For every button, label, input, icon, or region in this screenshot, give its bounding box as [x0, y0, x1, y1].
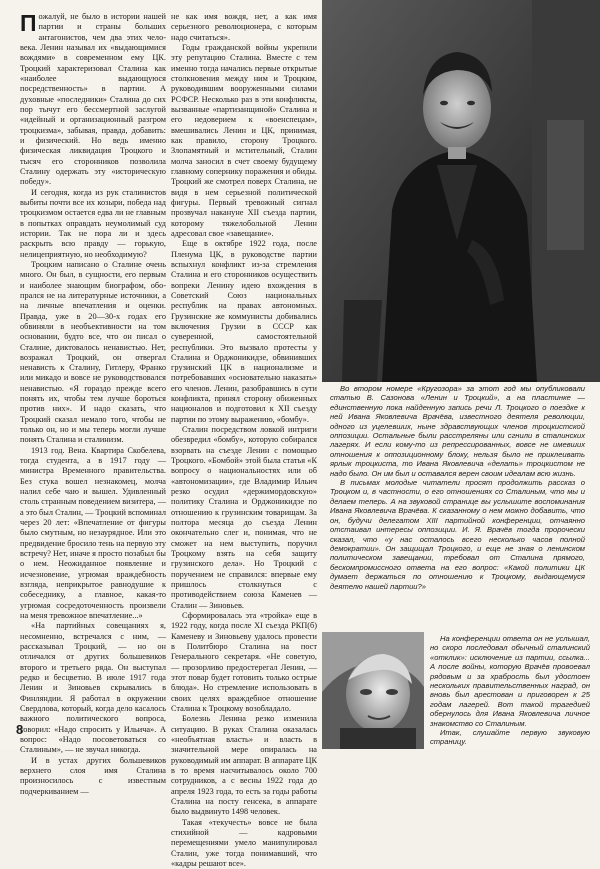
- article-column-2: [171, 12, 317, 868]
- article-paragraph: Пожалуй, не было в истории нашей партии и страны больших антагонистов, чем два этих человека. Ленин называл их «выдающимися вождями» в современном ему ЦК. Троцкий характеризовал Сталина как «наиболее выдающуюся посредственность» в партии. А духовные «последники» Сталина до сих пор тычут его бессмертной заслугой «идейный и организационный разгром троцкизма», забывая, правда, добавить: и физический. Но ведь именно физическая ликвидация Троцкого и тысяч его сторонников позволила Сталину одержать эту «историческую победу».: [20, 10, 166, 187]
- article-paragraph: Троцким написано о Сталине очень много. Он был, в сущности, его первым и наиболее знающим биографом, обопрался не на литературные источники, а на личные впечатления и оценки. Правда, уже в 20—30-х годах его обвиняли в необъективности на том основании, будто все, что он писал о Сталине, диктовалось ненавистью. Нет, возражал Троцкий, он отвергал ненависть к Сталину, Гитлеру, Франко или микадо и вовсе не руководствовался ненавистью. «Я гораздо прежде всего понять их, чтобы тем лучше бороться против них». И надо сказать, что Троцкий сказал немало того, чтобы не только он, но и мы теперь могли лучше понять Сталина и сталинизм.: [20, 259, 166, 445]
- caption-paragraph: В письмах молодые читатели просят продолжить рассказ о Троцком и, в частности, о его отношениях со Сталиным, что мы и делаем теперь. А на звуковой странице вы услышите воспоминания Ивана Яковлевича Врачёва. К сказанному о нем можно добавить, что он, будучи делегатом XIII партийной конференции, отчаянно отстаивал интересы оппозиции. И. Я. Врачёв тогда пророчески сказал, что «у нас осталось всего несколько часов полной демократии». Он защищал Троцкого, и еще не зная о ленинском политическом завещании, требовал от Сталина прямого, бескомпромиссного ответа на его вопрос: «Какой политики ЦК думает держаться по отношению к Троцкому, выдающемуся деятелю нашей партии?»: [330, 478, 585, 591]
- article-paragraph: Годы гражданской войны укрепили эту репутацию Сталина. Вместе с тем именно тогда начались первые открытые столкновения между ним и Троцким, руководившим вооруженными силами РСФСР. Несколько раз в эти конфликты, вызванные «партизанщиной» Сталина и его недоверием к «военспецам», вмешивались Ленин и ЦК, принимая, как правило, сторону Троцкого. Злопамятный и мстительный, Сталин молча заносил в счет своему будущему главному сопернику поражения и обиды. Троцкий же смотрел поверх Сталина, не видя в нем серьезной политической фигуры. Первый тревожный сигнал прозвучал накануне XII съезда партии, которому тяжелобольной Ленин адресовал свое «завещание».: [171, 42, 317, 238]
- elderly-man-photo: [322, 632, 424, 749]
- caption-paragraph: Итак, слушайте первую звуковую страницу.: [430, 728, 590, 747]
- article-paragraph: Болезнь Ленина резко изменила ситуацию. В руках Сталина оказалась «необъятная власть» и власть в значительной мере опиралась на руководимый им аппарат. В аппарате ЦК в то время насчитывалось около 700 сотрудников, а с весны 1922 года до апреля 1923 года, то есть за годы работы Сталина на посту генсека, в аппарате было выдвинуто 1498 человек.: [171, 714, 317, 817]
- page-number: 8: [16, 722, 24, 737]
- article-paragraph: Сталин посредством ловкой интриги обезвредил «бомбу», которую собирался взорвать на съезде Ленин с помощью Троцкого. «Бомбой» этой была статья «К вопросу о национальностях или об «автономизации», где Владимир Ильич резко осудил «держимордовскую» политику Сталина и Орджоникидзе по отношению к грузинским товарищам. За полтора месяца до съезда Ленин окончательно слег и, понимая, что не сможет на нем выступить, поручил Троцкому взять на себя защиту грузинского дела». Но Троцкий с поручением не справился: впервые ему пришлось столкнуться с противодействием союза Каменев — Сталин — Зиновьев.: [171, 425, 317, 610]
- article-paragraph: Такая «текучесть» вовсе не была стихийной — кадровыми перемещениями умело манипулировал Сталин, уже тогда понимавший, что «кадры решают все».: [171, 817, 317, 868]
- editorial-caption: [330, 384, 585, 591]
- caption-paragraph: Во втором номере «Кругозора» за этот год мы опубликовали статью В. Сазонова «Ленин и Троцкий», а на пластинке — единственную пока найденную запись речи Л. Троцкого о поездке к ней Ивана Яковлевича Врачёва, известного деятеля революции, одного из уцелевших, ныне здравствующих членов троцкистской оппозиции. Остальные были расстреляны или сгнили в сталинских лагерях. И если кому-то из репрессированных, вовсе не имевших отношения к оппозиционному блоку, нельзя было не приклеивать ярлык троцкиста, то Ивана Яковлевича «делать» троцкистом не надо было. Он им был и оставался верен своим идеалам всю жизнь.: [330, 384, 585, 478]
- article-paragraph: «На партийных совещаниях я, несомненно, встречался с ним, — рассказывал Троцкий, — но он отличался от других большевиков второго и третьего ряда. Он выступал редко и бесцветно. В июле 1917 года Ленин и Зиновьев скрывались в Финляндии. Я работал в окружении Свердлова, который, когда дело касалось важного политического вопроса, говорил: «Надо спросить у Ильича». А вопрос: «Надо посоветоваться со Сталиным», — не звучал никогда.: [20, 621, 166, 755]
- editorial-caption-continued: [430, 634, 590, 747]
- article-paragraph: Сформировалась эта «тройка» еще в 1922 году, когда после XI съезда РКП(б) Каменеву и Зиновьеву удалось провести в Политбюро Сталина на пост Генерального секретаря. «Не советую, — прозорливо предостерегал Ленин, — этот повар будет готовить только острые блюда». Но стремление использовать в своих целях враждебное отношение Сталина к Троцкому возобладало.: [171, 611, 317, 713]
- article-paragraph: не как имя вождя, нет, а как имя серьезного революционера, с которым надо считаться».: [171, 12, 317, 42]
- elderly-man-illustration: [322, 632, 424, 749]
- portrait-illustration: [322, 0, 600, 382]
- article-paragraph: 1913 год. Вена. Квартира Скобелева, тогда студента, а в 1917 году — министра Временного правительства. Без стука вошел незнакомец, молча налил себе чаю и вышел. Удивленный столь странным поведением визитера, — а это был Сталин, — Троцкий вспоминал через 20 лет: «Впечатление от фигуры было смутным, но незаурядное. Или это предвидение бросило тень на первую эту встречу? Нет, иначе я просто позабыл бы о нем. Неожиданное появление и исчезновение, угрюмая враждебность взгляда, неприкрытое равнодушие к собеседнику, а главное, какая-то угрюмая сосредоточенность произвели на меня тревожное впечатление...»: [20, 445, 166, 621]
- article-paragraph: И в устах других большевиков верхнего слоя имя Сталина произносилось с известным подчеркиванием —: [20, 755, 166, 796]
- article-paragraph: Еще в октябре 1922 года, после Пленума ЦК, в руководстве партии вспыхнул конфликт из-за стремления Сталина и его сторонников осуществить вопреки Ленину идею вхождения в Советский Союз национальных республик на правах автономных. Грузинские же коммунисты добивались включения Грузии в СССР как суверенной, самостоятельной республики. Это вызвало протесты у Сталина и Орджоникидзе, обвинивших грузинский ЦК в национализме и потребовавших «основательно наказать» его членов. Ленин, разобравшись в сути конфликта, принял сторону обиженных националов и подготовил к XII съезду партии по этому выражению, «бомбу».: [171, 239, 317, 424]
- caption-paragraph: На конференции ответа он не услышал, но скоро последовал обычный сталинский «отклик»: исключение из партии, ссылка... А после войны, которую Врачёв провоевал рядовым и за храбрость был удостоен нескольких правительственных наград, он вновь был арестован и приговорен к 25 годам лагерей. Вот такой трагедией обернулось для Ивана Яковлевича личное знакомство со Сталиным.: [430, 634, 590, 728]
- historical-portrait-photo: [322, 0, 600, 382]
- article-paragraph: И сегодня, когда из рук сталинистов выбиты почти все их козыри, победа над троцкизмом остается едва ли не главным в попытках оправдать неумолимый суд истории. Так не пора ли и здесь раскрыть всю правду — горькую, нелицеприятную, но необходимую?: [20, 187, 166, 259]
- article-column-1: [20, 10, 166, 796]
- drop-cap-letter: П: [20, 10, 37, 36]
